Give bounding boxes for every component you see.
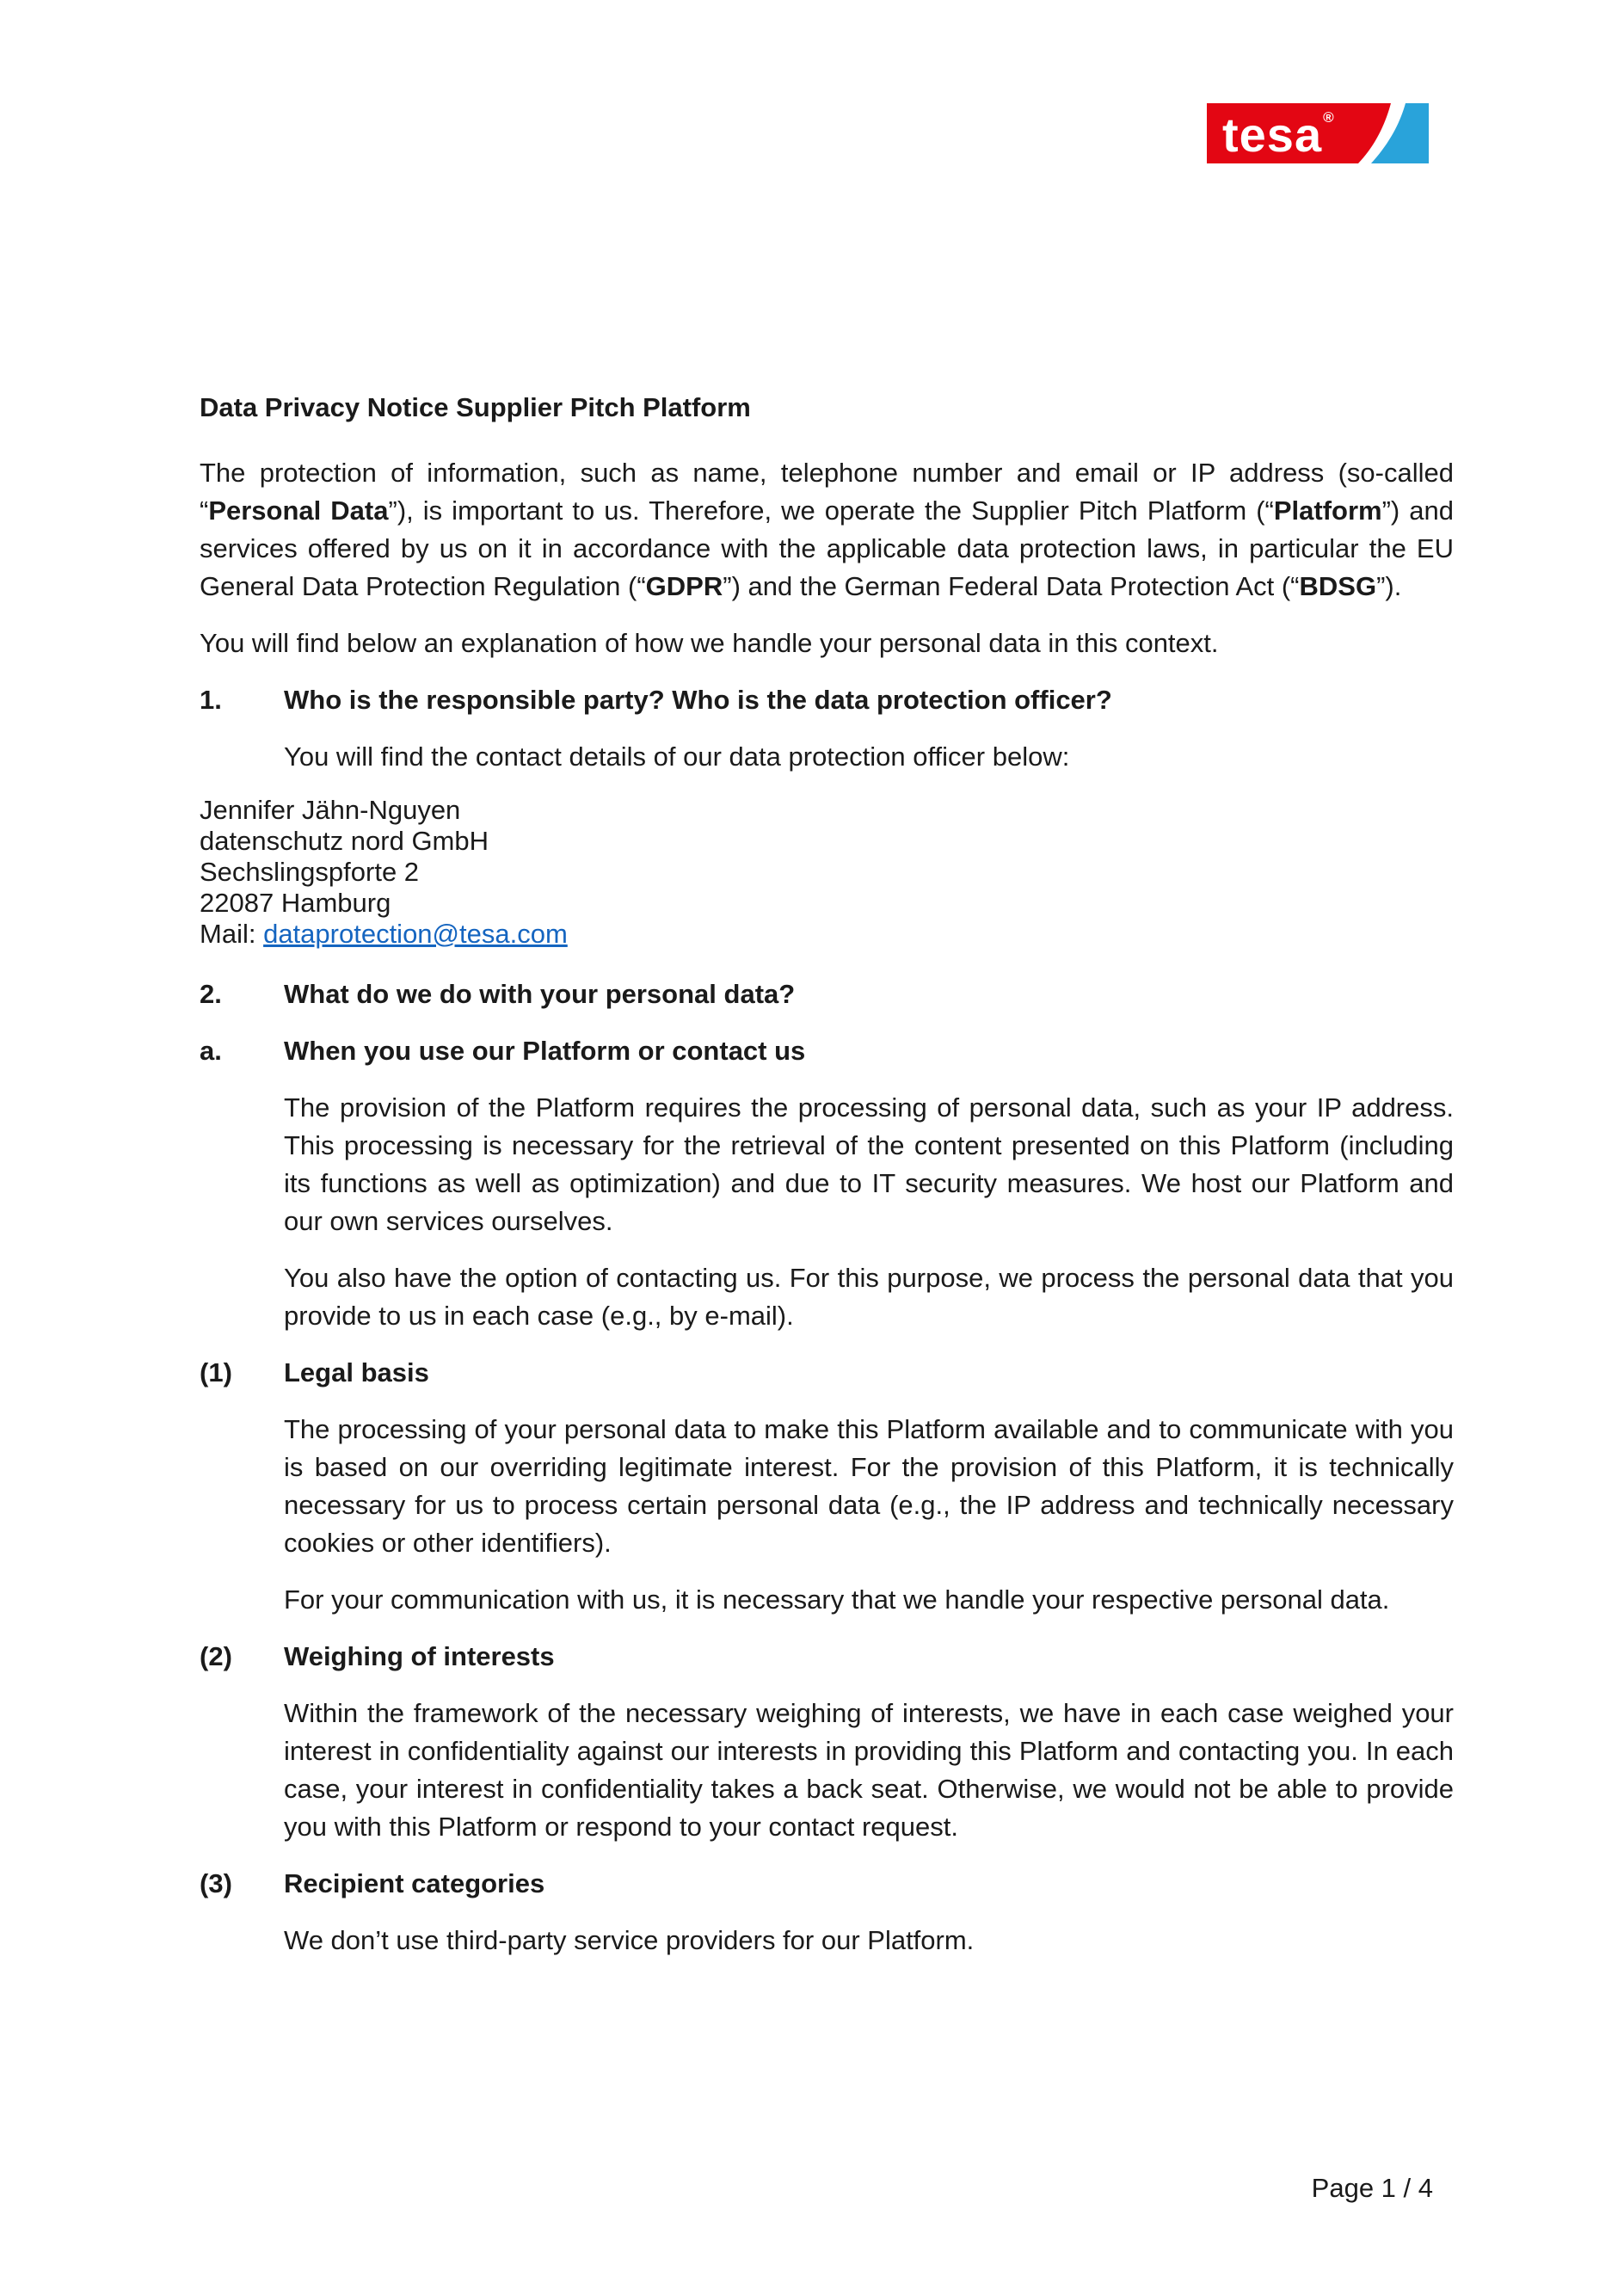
weighing-of-interests-heading <box>200 1638 1454 1676</box>
legal-basis-heading-text: Legal basis <box>284 1357 429 1387</box>
section-1-heading <box>200 681 1454 719</box>
section-2-heading <box>200 975 1454 1013</box>
tesa-logo-wordmark: tesa® <box>1222 108 1335 162</box>
contact-company: datenschutz nord GmbH <box>200 826 489 856</box>
weighing-of-interests-paragraph: Within the framework of the necessary weighing of interests, we have in each case weighed your interest in confidentiality against our interests in providing this Platform and contacting you. In each case, your interest in confidentiality takes a back seat. Otherwise, we would not be able to provide you with this Platform or respond to your contact request. <box>284 1698 1454 1842</box>
intro-paragraph-2: You will find below an explanation of how we handle your personal data in this context. <box>200 628 1219 658</box>
section-2a-paragraph-1: The provision of the Platform requires the processing of personal data, such as your IP address. This processing is necessary for the retrieval of the content presented on this Platform (including its functions as well as optimization) and due to IT security measures. We host our Platform and our own services ourselves. <box>284 1092 1454 1236</box>
contact-block <box>200 795 1454 950</box>
legal-basis-heading <box>200 1354 1454 1392</box>
section-1-heading-text: Who is the responsible party? Who is the data protection officer? <box>284 685 1112 715</box>
recipient-categories-paragraph: We don’t use third-party service providers for our Platform. <box>284 1925 975 1955</box>
recipient-categories-number: (3) <box>200 1868 232 1898</box>
tesa-logo <box>1207 103 1429 163</box>
section-2a-number: a. <box>200 1036 222 1066</box>
section-2-heading-text: What do we do with your personal data? <box>284 979 796 1009</box>
recipient-categories-heading <box>200 1865 1454 1903</box>
section-2a-paragraph-2: You also have the option of contacting us. For this purpose, we process the personal data that you provide to us in each case (e.g., by e-mail). <box>284 1263 1454 1331</box>
mail-label: Mail: <box>200 919 264 949</box>
section-2a-heading <box>200 1032 1454 1070</box>
section-2a-heading-text: When you use our Platform or contact us <box>284 1036 806 1066</box>
contact-street: Sechslingspforte 2 <box>200 857 420 887</box>
document-content <box>200 389 1454 1978</box>
recipient-categories-heading-text: Recipient categories <box>284 1868 545 1898</box>
contact-mail-line <box>200 919 1454 950</box>
contact-name: Jennifer Jähn-Nguyen <box>200 795 461 825</box>
section-1-number: 1. <box>200 685 222 715</box>
weighing-of-interests-number: (2) <box>200 1641 232 1671</box>
email-link[interactable]: dataprotection@tesa.com <box>263 919 568 949</box>
registered-mark: ® <box>1323 109 1335 126</box>
legal-basis-number: (1) <box>200 1357 232 1387</box>
page-number: Page 1 / 4 <box>1311 2173 1433 2203</box>
document-title: Data Privacy Notice Supplier Pitch Platform <box>200 392 751 422</box>
section-2-number: 2. <box>200 979 222 1009</box>
legal-basis-paragraph-1: The processing of your personal data to make this Platform available and to communicate with you is based on our overriding legitimate interest. For the provision of this Platform, it is technically necessary for us to process certain personal data (e.g., the IP address and technically necessary cookies or other identifiers). <box>284 1414 1454 1558</box>
weighing-of-interests-heading-text: Weighing of interests <box>284 1641 555 1671</box>
intro-paragraph: The protection of information, such as name, telephone number and email or IP address (so-called “Personal Data”), is important to us. Therefore, we operate the Supplier Pitch Platform (“Platform”) and services offered by us on it in accordance with the applicable data protection laws, in particular the EU General Data Protection Regulation (“GDPR”) and the German Federal Data Protection Act (“BDSG”). <box>200 458 1454 601</box>
section-1-paragraph: You will find the contact details of our data protection officer below: <box>284 741 1070 772</box>
contact-city: 22087 Hamburg <box>200 888 391 918</box>
legal-basis-paragraph-2: For your communication with us, it is necessary that we handle your respective personal data. <box>284 1584 1390 1615</box>
